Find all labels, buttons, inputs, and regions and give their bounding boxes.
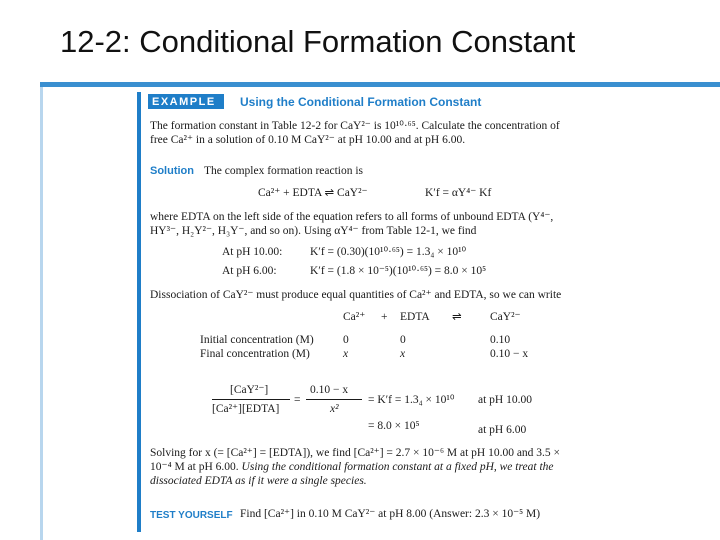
equation-ph6-label: at pH 6.00 [478,424,527,436]
title-underline [40,82,720,87]
equation-fraction-bar [212,399,290,400]
row-final-edta: x [400,348,406,360]
equation-denominator-2: x² [330,403,339,415]
equation-fraction-bar-2 [306,399,362,400]
where-line-1: where EDTA on the left side of the equation refers to all forms of unbound EDTA (Y⁴⁻, [150,211,554,223]
left-accent-line [40,87,43,540]
example-title: Using the Conditional Formation Constant [240,95,482,109]
equation-ph10-label: at pH 10.00 [478,394,532,406]
solution-intro: The complex formation reaction is [204,165,364,177]
slide-title: 12-2: Conditional Formation Constant [60,24,576,59]
equation-denominator: [Ca²⁺][EDTA] [212,403,280,415]
equation-numerator: [CaY²⁻] [230,384,269,396]
test-yourself-heading: TEST YOURSELF [150,510,233,521]
reaction-equation: Ca²⁺ + EDTA ⇌ CaY²⁻ [258,187,368,199]
example-badge: EXAMPLE [148,94,224,109]
row-initial-label: Initial concentration (M) [200,334,314,346]
table-header-edta: EDTA [400,311,430,323]
ph10-expression: K′f = (0.30)(10¹⁰·⁶⁵) = 1.3₄ × 10¹⁰ [310,246,467,258]
row-initial-cay: 0.10 [490,334,511,346]
ph6-expression: K′f = (1.8 × 10⁻⁵)(10¹⁰·⁶⁵) = 8.0 × 10⁵ [310,265,487,277]
table-header-arrow: ⇌ [452,311,462,323]
row-final-label: Final concentration (M) [200,348,310,360]
row-final-cay: 0.10 − x [490,348,529,360]
equation-constant-ph10: = K′f = 1.3₄ × 10¹⁰ [368,394,455,406]
row-initial-edta: 0 [400,334,406,346]
solving-line-2-plain: 10⁻⁴ M at pH 6.00. [150,461,239,473]
equation-constant-ph6: = 8.0 × 10⁵ [368,420,420,432]
problem-line-1: The formation constant in Table 12-2 for CaY²⁻ is 10¹⁰·⁶⁵. Calculate the concentration of [150,120,560,132]
solving-line-3: dissociated EDTA as if it were a single species. [150,475,367,487]
problem-line-2: free Ca²⁺ in a solution of 0.10 M CaY²⁻ at pH 10.00 and at pH 6.00. [150,134,466,146]
where-line-2: HY³⁻, H₂Y²⁻, H₃Y⁻, and so on). Using αY⁴⁻ from Table 12-1, we find [150,225,477,237]
solution-heading: Solution [150,165,194,177]
table-header-cay: CaY²⁻ [490,311,521,323]
solving-line-2 [150,461,554,474]
table-header-ca: Ca²⁺ [343,311,366,323]
ph10-label: At pH 10.00: [222,246,283,258]
row-final-ca: x [343,348,349,360]
equation-equals: = [294,394,301,406]
example-side-bar [137,92,141,532]
row-initial-ca: 0 [343,334,349,346]
ph6-label: At pH 6.00: [222,265,277,277]
solving-line-1: Solving for x (= [Ca²⁺] = [EDTA]), we find [Ca²⁺] = 2.7 × 10⁻⁶ M at pH 10.00 and 3.5 × [150,447,561,459]
table-header-plus: + [381,311,388,323]
solving-line-2-italic: Using the conditional formation constant at a fixed pH, we treat the [238,461,554,473]
test-yourself-text: Find [Ca²⁺] in 0.10 M CaY²⁻ at pH 8.00 (Answer: 2.3 × 10⁻⁵ M) [240,508,541,520]
dissociation-text: Dissociation of CaY²⁻ must produce equal quantities of Ca²⁺ and EDTA, so we can write [150,289,562,301]
equation-numerator-2: 0.10 − x [310,384,349,396]
reaction-constant: K′f = αY⁴⁻ Kf [425,187,492,199]
